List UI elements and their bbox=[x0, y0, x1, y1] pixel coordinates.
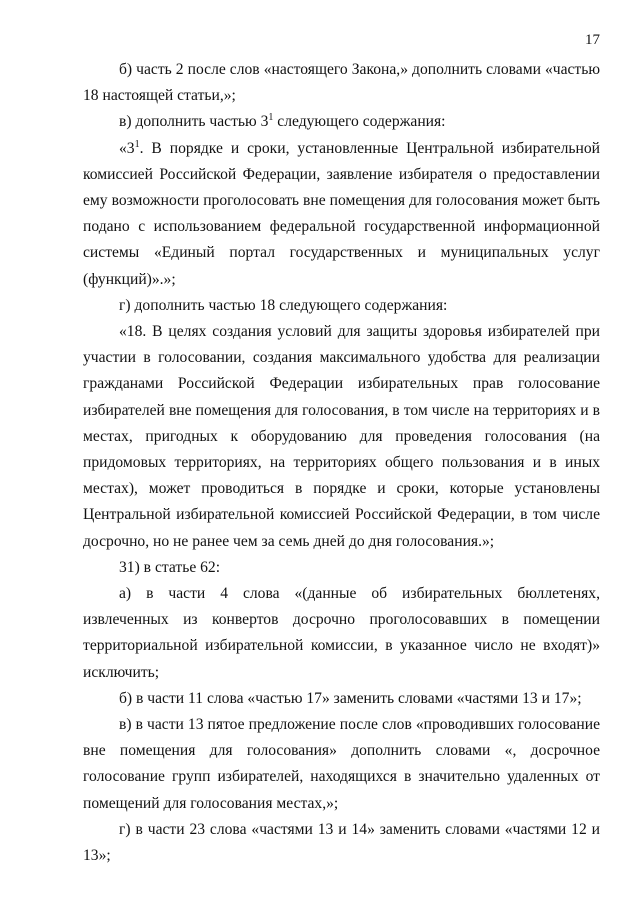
superscript-index: 1 bbox=[134, 138, 140, 150]
paragraph-text: следующего содержания: bbox=[273, 113, 446, 131]
paragraph-b-part-11: б) в части 11 слова «частью 17» заменить словами «частями 13 и 17»; bbox=[119, 689, 582, 707]
superscript-index: 1 bbox=[268, 112, 274, 124]
paragraph-b-part-2: б) часть 2 после слов «настоящего Закона,» дополнить словами «частью 18 настоящей статьи,»; bbox=[83, 61, 600, 105]
paragraph-text: в) дополнить частью 3 bbox=[119, 113, 269, 131]
document-body bbox=[83, 57, 600, 869]
page-number: 17 bbox=[585, 32, 600, 48]
paragraph-a-part-4: а) в части 4 слова «(данные об избирательных бюллетенях, извлеченных из конвертов досрочно проголосовавших в помещении территориальной избирательной комиссии, в указанное число не входят)» исключить; bbox=[83, 585, 600, 681]
paragraph-v-part-13: в) в части 13 пятое предложение после слов «проводивших голосование вне помещения для голосования» дополнить словами «, досрочное голосование групп избирателей, находящихся в значительно удаленных от помещений для голосования местах,»; bbox=[83, 716, 600, 812]
paragraph-text: . В порядке и сроки, установленные Центральной избирательной комиссией Российской Федерации, заявление избирателя о предоставлении ему возможности проголосовать вне помещения для голосования может быть подано с использованием федеральной государственной информационной системы «Единый портал государственных и муниципальных услуг (функций)».»; bbox=[83, 139, 600, 288]
paragraph-v-supplement-3-1 bbox=[83, 109, 600, 135]
paragraph-text: «3 bbox=[119, 139, 135, 157]
paragraph-quote-3-1 bbox=[83, 136, 600, 293]
paragraph-quote-18: «18. В целях создания условий для защиты здоровья избирателей при участии в голосовании, создания максимального удобства для реализации гражданами Российской Федерации избирательных прав голосование избирателей вне помещения для голосования, в том числе на территориях и в местах, пригодных к оборудованию для проведения голосования (на придомовых территориях, на территориях общего пользования и в иных местах), может проводиться в порядке и сроки, которые установлены Центральной избирательной комиссией Российской Федерации, в том числе досрочно, но не ранее чем за семь дней до дня голосования.»; bbox=[83, 323, 600, 550]
paragraph-g-supplement-18: г) дополнить частью 18 следующего содержания: bbox=[119, 296, 448, 314]
paragraph-g-part-23: г) в части 23 слова «частями 13 и 14» заменить словами «частями 12 и 13»; bbox=[83, 820, 600, 865]
paragraph-item-31: 31) в статье 62: bbox=[119, 558, 221, 576]
